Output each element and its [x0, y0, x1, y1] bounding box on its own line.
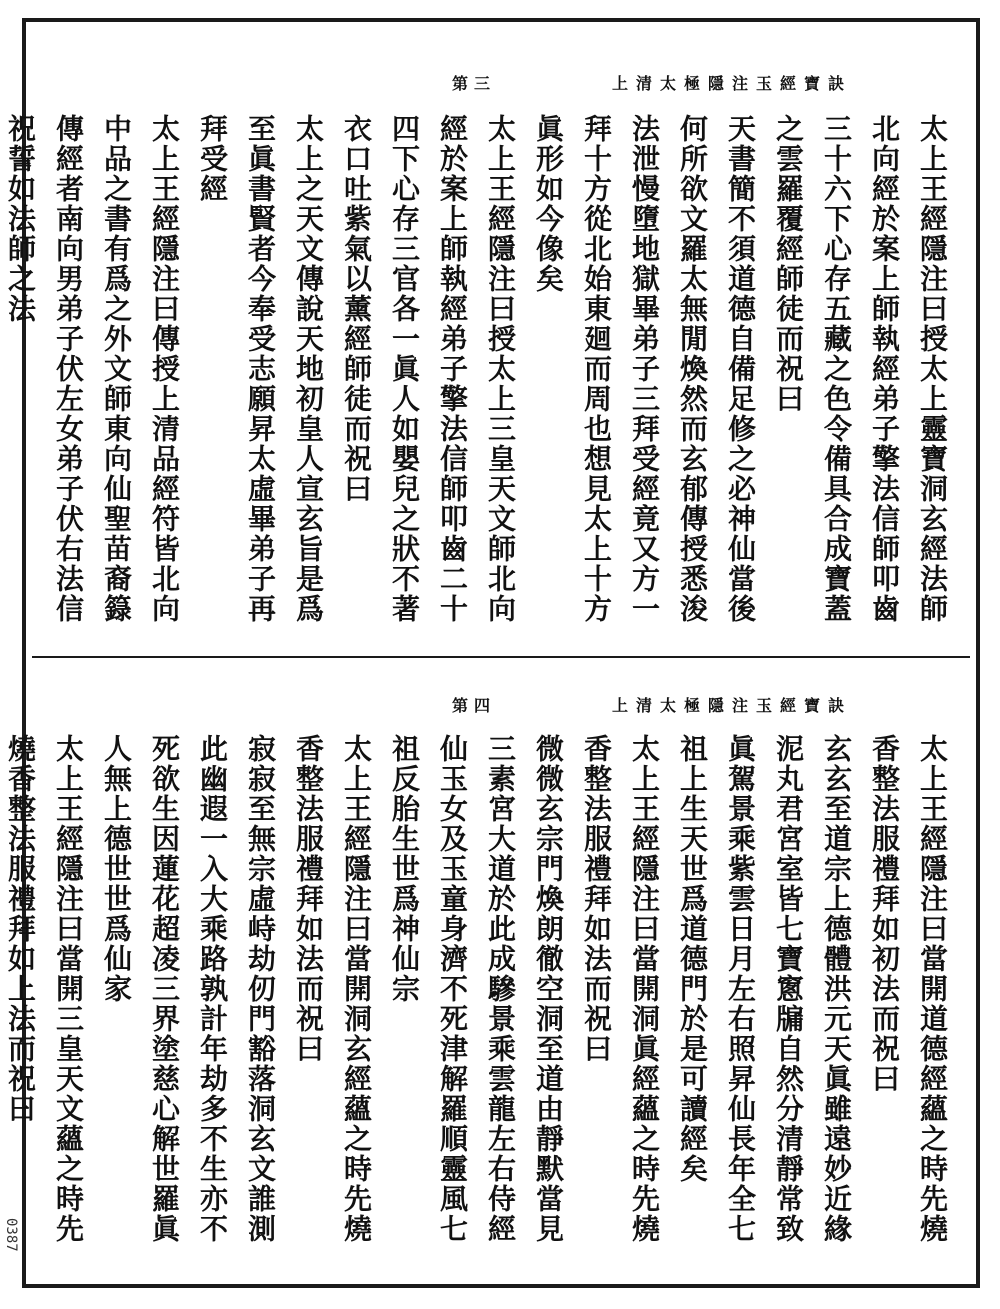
- text-column: 衣口吐紫氣以薰經師徒而祝曰: [340, 114, 373, 504]
- text-column: 此幽遐一入大乘路孰計年劫多不生亦不: [196, 734, 229, 1244]
- text-column: 三十六下心存五藏之色令備具合成寶蓋: [820, 114, 853, 624]
- text-column: 經於案上師執經弟子擎法信師叩齒二十: [436, 114, 469, 624]
- text-column: 香整法服禮拜如法而祝曰: [292, 734, 325, 1064]
- text-column: 香整法服禮拜如初法而祝曰: [868, 734, 901, 1094]
- bottom-header-title: 上清太極隱注玉經寶訣: [611, 695, 852, 715]
- text-column: 死欲生因蓮花超凌三界塗慈心解世羅眞: [148, 734, 181, 1244]
- text-column: 三素宮大道於此成驂景乘雲龍左右侍經: [484, 734, 517, 1244]
- text-column: 泥丸君宮室皆七寶窻牖自然分清靜常致: [772, 734, 805, 1244]
- bottom-header-page: 第四: [452, 695, 497, 715]
- text-column: 傳經者南向男弟子伏左女弟子伏右法信: [52, 114, 85, 624]
- top-panel: [4, 28, 970, 656]
- text-column: 北向經於案上師執經弟子擎法信師叩齒: [868, 114, 901, 624]
- text-column: 眞駕景乘紫雲日月左右照昇仙長年全七: [724, 734, 757, 1244]
- bottom-header: [452, 692, 852, 716]
- text-column: 仙玉女及玉童身濟不死津解羅順靈風七: [436, 734, 469, 1244]
- sheet-number: 0387: [3, 1218, 19, 1252]
- text-column: 太上王經隱注曰授太上靈寶洞玄經法師: [916, 114, 949, 624]
- text-column: 太上之天文傳說天地初皇人宣玄旨是爲: [292, 114, 325, 624]
- text-column: 四下心存三官各一眞人如嬰兒之狀不著: [388, 114, 421, 624]
- text-column: 中品之書有爲之外文師東向仙聖苗裔籙: [100, 114, 133, 624]
- text-column: 微微玄宗門煥朗徹空洞至道由靜默當見: [532, 734, 565, 1244]
- text-column: 太上王經隱注曰當開洞眞經蘊之時先燒: [628, 734, 661, 1244]
- text-column: 何所欲文羅太無閒煥然而玄郁傳授悉浚: [676, 114, 709, 624]
- text-column: 燒香整法服禮拜如上法而祝曰: [4, 734, 37, 1124]
- top-header: [452, 70, 852, 94]
- text-column: 太上王經隱注曰當開三皇天文蘊之時先: [52, 734, 85, 1244]
- text-column: 太上王經隱注曰當開道德經蘊之時先燒: [916, 734, 949, 1244]
- text-column: 祝誓如法師之法: [4, 114, 37, 324]
- text-column: 至眞書賢者今奉受志願昇太虛畢弟子再: [244, 114, 277, 624]
- text-column: 玄玄至道宗上德體洪元天眞雖遠妙近緣: [820, 734, 853, 1244]
- top-header-title: 上清太極隱注玉經寶訣: [611, 73, 852, 93]
- text-column: 寂寂至無宗虛峙劫仞門豁落洞玄文誰測: [244, 734, 277, 1244]
- text-column: 天書簡不須道德自備足修之必神仙當後: [724, 114, 757, 624]
- top-header-page: 第三: [452, 73, 497, 93]
- text-column: 之雲羅覆經師徒而祝曰: [772, 114, 805, 414]
- text-column: 人無上德世世爲仙家: [100, 734, 133, 1004]
- text-column: 太上王經隱注曰傳授上清品經符皆北向: [148, 114, 181, 624]
- top-text-columns: [4, 114, 956, 648]
- text-column: 香整法服禮拜如法而祝曰: [580, 734, 613, 1064]
- text-column: 祖上生天世爲道德門於是可讀經矣: [676, 734, 709, 1184]
- text-column: 法泄慢墮地獄畢弟子三拜受經竟又方一: [628, 114, 661, 624]
- text-column: 眞形如今像矣: [532, 114, 565, 294]
- text-column: 太上王經隱注曰當開洞玄經蘊之時先燒: [340, 734, 373, 1244]
- text-column: 拜受經: [196, 114, 229, 204]
- text-column: 祖反胎生世爲神仙宗: [388, 734, 421, 1004]
- text-column: 太上王經隱注曰授太上三皇天文師北向: [484, 114, 517, 624]
- text-column: 拜十方從北始東廻而周也想見太上十方: [580, 114, 613, 624]
